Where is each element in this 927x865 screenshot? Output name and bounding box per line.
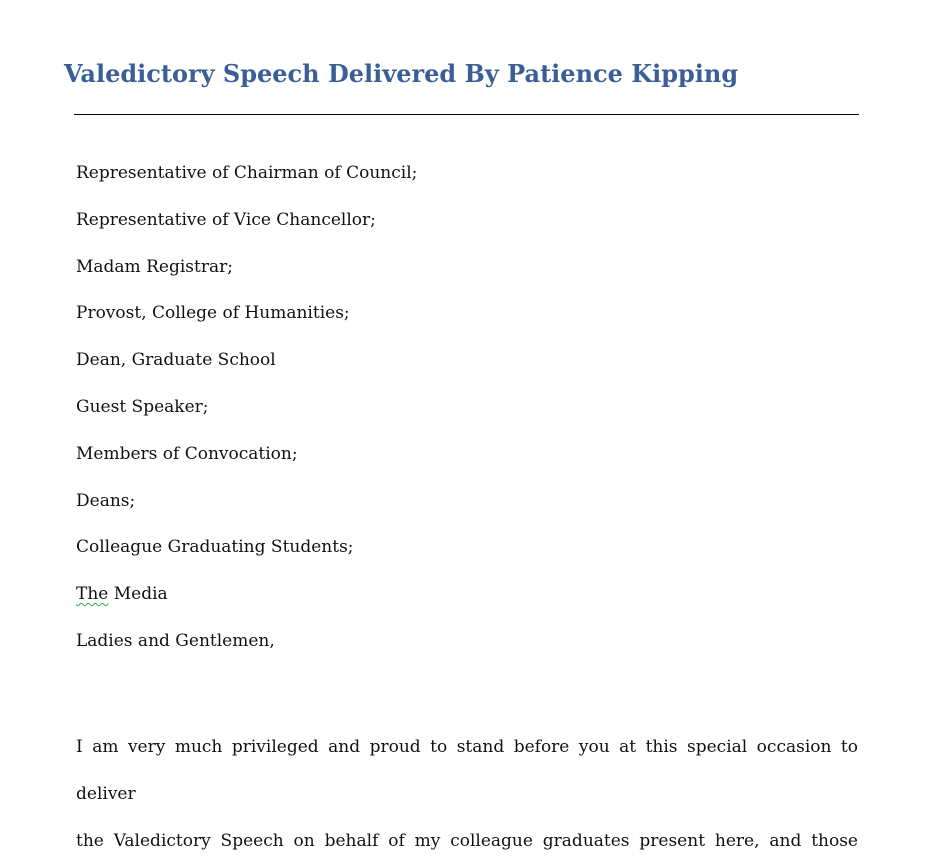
- paragraph-line: I am very much privileged and proud to stand before you at this special occasion to deliver: [76, 737, 858, 804]
- salutation-item: Dean, Graduate School: [76, 350, 276, 371]
- salutation-list: [76, 161, 417, 676]
- media-line-rest: Media: [108, 584, 168, 605]
- salutation-item: Representative of Chairman of Council;: [76, 163, 418, 183]
- document-title: Valedictory Speech Delivered By Patience Kipping: [64, 59, 739, 88]
- speech-paragraph: [76, 724, 858, 865]
- salutation-item: Colleague Graduating Students;: [76, 537, 354, 558]
- salutation-item: Guest Speaker;: [76, 396, 209, 417]
- paragraph-line: the Valedictory Speech on behalf of my colleague graduates present here, and those: [76, 831, 858, 851]
- salutation-item: Provost, College of Humanities;: [76, 303, 350, 324]
- title-divider: [74, 114, 859, 115]
- salutation-item: Madam Registrar;: [76, 256, 233, 277]
- closing-salutation: Ladies and Gentlemen,: [76, 630, 275, 651]
- salutation-item: Deans;: [76, 490, 136, 511]
- salutation-item: Representative of Vice Chancellor;: [76, 209, 376, 230]
- salutation-item-media: [76, 582, 417, 606]
- spellcheck-flagged-word[interactable]: The: [76, 584, 109, 605]
- salutation-item: Members of Convocation;: [76, 443, 298, 464]
